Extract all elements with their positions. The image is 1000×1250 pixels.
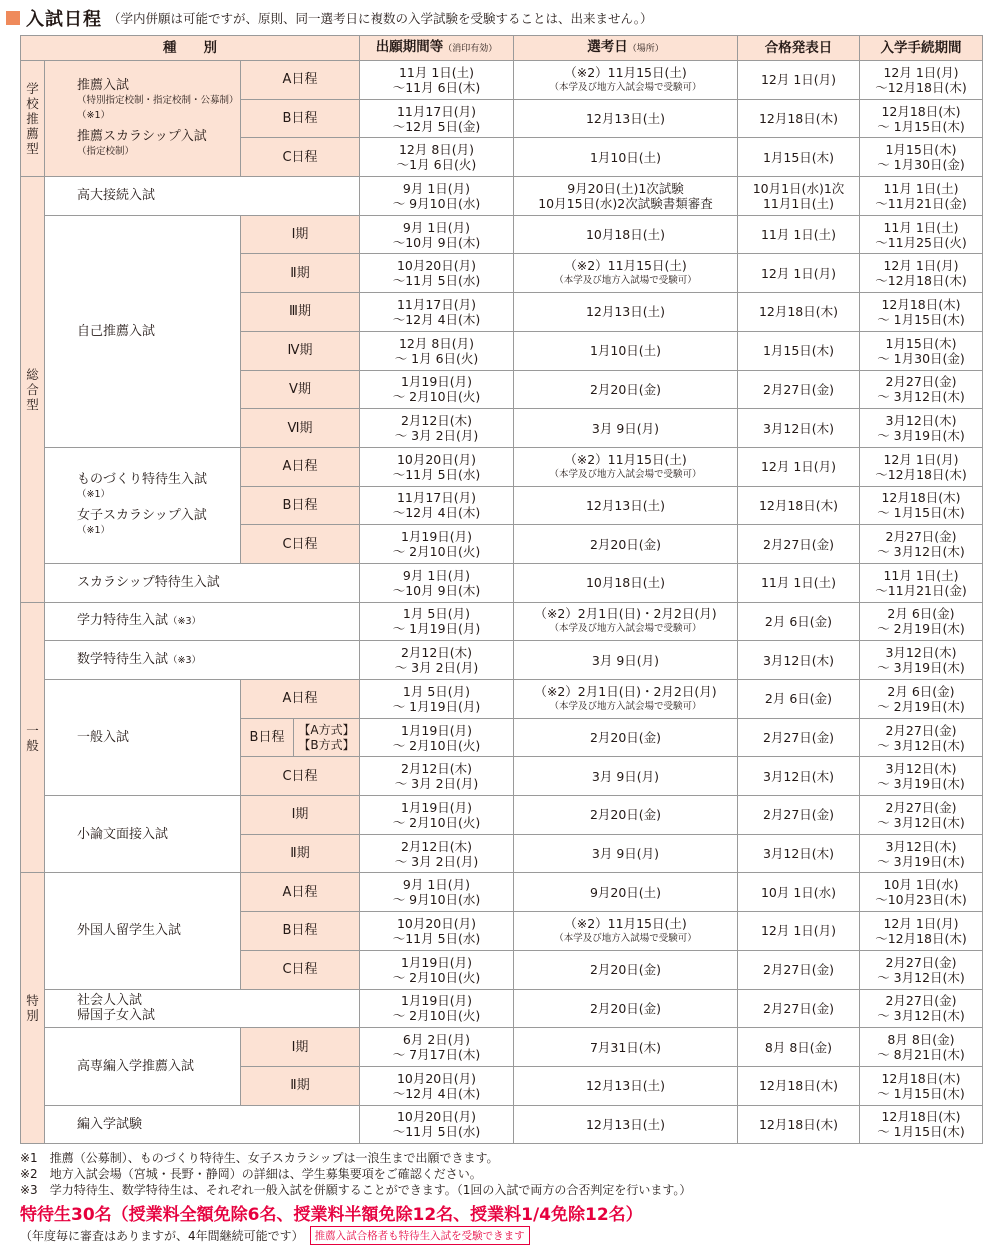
exam-date: 12月13日(土)	[514, 1066, 738, 1105]
schedule-sub: A日程	[241, 873, 360, 912]
apply-period: 1月19日(月) ～ 2月10日(火)	[360, 950, 514, 989]
enroll-period: 2月27日(金) ～ 3月12日(木)	[860, 370, 983, 409]
result-date: 2月27日(金)	[738, 989, 860, 1028]
scholarship-note: （年度毎に審査はありますが、4年間継続可能です）	[20, 1229, 304, 1243]
exam-date: 3月 9日(月)	[514, 757, 738, 796]
result-date: 11月 1日(土)	[738, 563, 860, 602]
schedule-sub: Ⅱ期	[241, 834, 360, 873]
table-row	[21, 989, 983, 1028]
result-date: 12月 1日(月)	[738, 447, 860, 486]
enroll-period: 3月12日(木) ～ 3月19日(木)	[860, 834, 983, 873]
result-date: 2月27日(金)	[738, 370, 860, 409]
enroll-period: 3月12日(木) ～ 3月19日(木)	[860, 641, 983, 680]
col-header-type: 種 別	[21, 36, 360, 61]
table-header-row	[21, 36, 983, 61]
enroll-period: 12月18日(木) ～ 1月15日(木)	[860, 293, 983, 332]
schedule-sub: Ⅱ期	[241, 254, 360, 293]
col-header-enroll: 入学手続期間	[860, 36, 983, 61]
table-row	[21, 680, 983, 719]
result-date: 3月12日(木)	[738, 834, 860, 873]
schedule-sub: C日程	[241, 525, 360, 564]
schedule-method: 【A方式】 【B方式】	[294, 718, 360, 757]
enroll-period: 3月12日(木) ～ 3月19日(木)	[860, 757, 983, 796]
enroll-period: 12月18日(木) ～ 1月15日(木)	[860, 1105, 983, 1144]
table-row	[21, 1105, 983, 1144]
apply-period: 1月19日(月) ～ 2月10日(火)	[360, 796, 514, 835]
enroll-period: 2月27日(金) ～ 3月12日(木)	[860, 796, 983, 835]
table-row	[21, 215, 983, 254]
schedule-sub: B日程	[241, 486, 360, 525]
exam-date: 2月20日(金)	[514, 796, 738, 835]
result-date: 3月12日(木)	[738, 409, 860, 448]
result-date: 2月 6日(金)	[738, 602, 860, 641]
apply-period: 1月 5日(月) ～ 1月19日(月)	[360, 602, 514, 641]
exam-type-cell: 一般入試	[45, 680, 241, 796]
apply-period: 1月19日(月) ～ 2月10日(火)	[360, 525, 514, 564]
exam-date: 3月 9日(月)	[514, 834, 738, 873]
enroll-period: 12月18日(木) ～ 1月15日(木)	[860, 1066, 983, 1105]
result-date: 1月15日(木)	[738, 331, 860, 370]
scholarship-boxed-note: 推薦入試合格者も特待生入試を受験できます	[310, 1226, 530, 1245]
table-row	[21, 796, 983, 835]
schedule-sub: Ⅵ期	[241, 409, 360, 448]
result-date: 12月18日(木)	[738, 1066, 860, 1105]
exam-date: （※2）11月15日(土) （本学及び地方入試会場で受験可）	[514, 447, 738, 486]
schedule-sub: Ⅰ期	[241, 796, 360, 835]
group-school-recommendation: 学校推薦型	[21, 61, 45, 177]
table-row	[21, 873, 983, 912]
schedule-sub: Ⅱ期	[241, 1066, 360, 1105]
table-row	[21, 177, 983, 216]
enroll-period: 1月15日(木) ～ 1月30日(金)	[860, 138, 983, 177]
enroll-period: 3月12日(木) ～ 3月19日(木)	[860, 409, 983, 448]
scholarship-note-row	[20, 1226, 530, 1245]
schedule-sub: B日程	[241, 718, 294, 757]
group-special: 特別	[21, 873, 45, 1144]
enroll-period: 11月 1日(土) ～11月21日(金)	[860, 177, 983, 216]
footnote-3: ※3 学力特待生、数学特待生は、それぞれ一般入試を併願することができます。（1回の入試で両方の合否判定を行います。）	[20, 1183, 692, 1197]
apply-period: 2月12日(木) ～ 3月 2日(月)	[360, 409, 514, 448]
result-date: 12月18日(木)	[738, 99, 860, 138]
apply-period: 1月 5日(月) ～ 1月19日(月)	[360, 680, 514, 719]
exam-date: 1月10日(土)	[514, 331, 738, 370]
exam-type-cell: 外国人留学生入試	[45, 873, 241, 989]
col-header-exam: 選考日（場所）	[514, 36, 738, 61]
enroll-period: 12月18日(木) ～ 1月15日(木)	[860, 486, 983, 525]
schedule-sub: A日程	[241, 61, 360, 100]
result-date: 10月1日(水)1次 11月1日(土)	[738, 177, 860, 216]
exam-date: （※2）11月15日(土) （本学及び地方入試場で受験可）	[514, 912, 738, 951]
exam-type-cell: ものづくり特待生入試 （※1） 女子スカラシップ入試 （※1）	[45, 447, 241, 563]
exam-date: 2月20日(金)	[514, 718, 738, 757]
result-date: 12月 1日(月)	[738, 254, 860, 293]
title-marker-icon	[6, 11, 20, 25]
apply-period: 1月19日(月) ～ 2月10日(火)	[360, 718, 514, 757]
schedule-sub: Ⅰ期	[241, 1028, 360, 1067]
apply-period: 10月20日(月) ～11月 5日(水)	[360, 447, 514, 486]
schedule-sub: Ⅲ期	[241, 293, 360, 332]
enroll-period: 2月27日(金) ～ 3月12日(木)	[860, 950, 983, 989]
exam-type-cell: 社会人入試 帰国子女入試	[45, 989, 360, 1028]
result-date: 2月27日(金)	[738, 718, 860, 757]
exam-date: 12月13日(土)	[514, 1105, 738, 1144]
exam-date: 1月10日(土)	[514, 138, 738, 177]
section-title	[6, 4, 653, 32]
enroll-period: 8月 8日(金) ～ 8月21日(木)	[860, 1028, 983, 1067]
enroll-period: 12月 1日(月) ～12月18日(木)	[860, 254, 983, 293]
col-header-apply: 出願期間等（消印有効）	[360, 36, 514, 61]
group-general: 一般	[21, 602, 45, 873]
apply-period: 10月20日(月) ～11月 5日(水)	[360, 912, 514, 951]
enroll-period: 12月18日(木) ～ 1月15日(木)	[860, 99, 983, 138]
footnote-1: ※1 推薦（公募制）、ものづくり特待生、女子スカラシップは一浪生まで出願できます。	[20, 1151, 499, 1165]
result-date: 2月27日(金)	[738, 796, 860, 835]
exam-date: 2月20日(金)	[514, 370, 738, 409]
apply-period: 10月20日(月) ～12月 4日(木)	[360, 1066, 514, 1105]
table-row	[21, 602, 983, 641]
table-row	[21, 61, 983, 100]
table-row	[21, 641, 983, 680]
table-row	[21, 1028, 983, 1067]
apply-period: 11月17日(月) ～12月 4日(木)	[360, 293, 514, 332]
table-row	[21, 563, 983, 602]
result-date: 12月 1日(月)	[738, 912, 860, 951]
apply-period: 11月17日(月) ～12月 5日(金)	[360, 99, 514, 138]
exam-date: 3月 9日(月)	[514, 409, 738, 448]
result-date: 12月 1日(月)	[738, 61, 860, 100]
apply-period: 10月20日(月) ～11月 5日(水)	[360, 254, 514, 293]
page-title: 入試日程	[26, 9, 102, 30]
enroll-period: 2月 6日(金) ～ 2月19日(木)	[860, 602, 983, 641]
apply-period: 2月12日(木) ～ 3月 2日(月)	[360, 834, 514, 873]
result-date: 3月12日(木)	[738, 641, 860, 680]
group-comprehensive: 総合型	[21, 177, 45, 603]
exam-date: 2月20日(金)	[514, 525, 738, 564]
enroll-period: 1月15日(木) ～ 1月30日(金)	[860, 331, 983, 370]
title-note: （学内併願は可能ですが、原則、同一選考日に複数の入学試験を受験することは、出来ません。）	[108, 11, 653, 26]
result-date: 11月 1日(土)	[738, 215, 860, 254]
enroll-period: 11月 1日(土) ～11月25日(火)	[860, 215, 983, 254]
exam-type-cell: 高大接続入試	[45, 177, 360, 216]
exam-date: 12月13日(土)	[514, 486, 738, 525]
result-date: 2月 6日(金)	[738, 680, 860, 719]
result-date: 12月18日(木)	[738, 486, 860, 525]
schedule-sub: A日程	[241, 680, 360, 719]
result-date: 10月 1日(水)	[738, 873, 860, 912]
apply-period: 1月19日(月) ～ 2月10日(火)	[360, 370, 514, 409]
exam-type-cell: 学力特待生入試（※3）	[45, 602, 360, 641]
schedule-sub: B日程	[241, 912, 360, 951]
exam-date: （※2）11月15日(土) （本学及び地方入試会場で受験可）	[514, 61, 738, 100]
footnotes	[20, 1150, 691, 1198]
exam-date: （※2）11月15日(土) （本学及び地方入試場で受験可）	[514, 254, 738, 293]
result-date: 8月 8日(金)	[738, 1028, 860, 1067]
result-date: 1月15日(木)	[738, 138, 860, 177]
exam-schedule-table	[20, 35, 983, 1144]
exam-type-cell: スカラシップ特待生入試	[45, 563, 360, 602]
apply-period: 6月 2日(月) ～ 7月17日(木)	[360, 1028, 514, 1067]
exam-date: 12月13日(土)	[514, 293, 738, 332]
apply-period: 11月 1日(土) ～11月 6日(木)	[360, 61, 514, 100]
schedule-sub: C日程	[241, 757, 360, 796]
schedule-sub: Ⅴ期	[241, 370, 360, 409]
apply-period: 2月12日(木) ～ 3月 2日(月)	[360, 641, 514, 680]
exam-date: 3月 9日(月)	[514, 641, 738, 680]
exam-date: 2月20日(金)	[514, 989, 738, 1028]
exam-date: 7月31日(木)	[514, 1028, 738, 1067]
exam-date: 9月20日(土)	[514, 873, 738, 912]
enroll-period: 10月 1日(水) ～10月23日(木)	[860, 873, 983, 912]
exam-type-cell: 推薦入試 （特別指定校制・指定校制・公募制）（※1） 推薦スカラシップ入試 （指定校制）	[45, 61, 241, 177]
col-header-result: 合格発表日	[738, 36, 860, 61]
exam-type-cell: 小論文面接入試	[45, 796, 241, 873]
enroll-period: 12月 1日(月) ～12月18日(木)	[860, 61, 983, 100]
schedule-sub: Ⅰ期	[241, 215, 360, 254]
enroll-period: 12月 1日(月) ～12月18日(木)	[860, 447, 983, 486]
apply-period: 11月17日(月) ～12月 4日(木)	[360, 486, 514, 525]
schedule-sub: Ⅳ期	[241, 331, 360, 370]
schedule-sub: A日程	[241, 447, 360, 486]
enroll-period: 2月27日(金) ～ 3月12日(木)	[860, 525, 983, 564]
enroll-period: 2月 6日(金) ～ 2月19日(木)	[860, 680, 983, 719]
apply-period: 9月 1日(月) ～10月 9日(木)	[360, 563, 514, 602]
schedule-sub: C日程	[241, 138, 360, 177]
scholarship-headline: 特待生30名（授業料全額免除6名、授業料半額免除12名、授業料1/4免除12名）	[20, 1205, 643, 1225]
result-date: 2月27日(金)	[738, 525, 860, 564]
result-date: 12月18日(木)	[738, 293, 860, 332]
exam-date: （※2）2月1日(日)・2月2日(月) （本学及び地方入試会場で受験可）	[514, 680, 738, 719]
apply-period: 2月12日(木) ～ 3月 2日(月)	[360, 757, 514, 796]
apply-period: 1月19日(月) ～ 2月10日(火)	[360, 989, 514, 1028]
exam-date: 10月18日(土)	[514, 215, 738, 254]
result-date: 12月18日(木)	[738, 1105, 860, 1144]
exam-date: 12月13日(土)	[514, 99, 738, 138]
exam-type-cell: 数学特待生入試（※3）	[45, 641, 360, 680]
footnote-2: ※2 地方入試会場（宮城・長野・静岡）の詳細は、学生募集要項をご確認ください。	[20, 1167, 482, 1181]
result-date: 3月12日(木)	[738, 757, 860, 796]
apply-period: 12月 8日(月) ～ 1月 6日(火)	[360, 331, 514, 370]
apply-period: 9月 1日(月) ～ 9月10日(水)	[360, 873, 514, 912]
apply-period: 9月 1日(月) ～10月 9日(木)	[360, 215, 514, 254]
result-date: 2月27日(金)	[738, 950, 860, 989]
schedule-sub: C日程	[241, 950, 360, 989]
exam-type-cell: 高専編入学推薦入試	[45, 1028, 241, 1105]
table-row	[21, 447, 983, 486]
exam-date: （※2）2月1日(日)・2月2日(月) （本学及び地方入試会場で受験可）	[514, 602, 738, 641]
exam-date: 2月20日(金)	[514, 950, 738, 989]
enroll-period: 2月27日(金) ～ 3月12日(木)	[860, 989, 983, 1028]
apply-period: 12月 8日(月) ～1月 6日(火)	[360, 138, 514, 177]
exam-type-cell: 編入学試験	[45, 1105, 360, 1144]
exam-date: 9月20日(土)1次試験 10月15日(水)2次試験書類審査	[514, 177, 738, 216]
schedule-sub: B日程	[241, 99, 360, 138]
exam-type-cell: 自己推薦入試	[45, 215, 241, 447]
apply-period: 9月 1日(月) ～ 9月10日(水)	[360, 177, 514, 216]
apply-period: 10月20日(月) ～11月 5日(水)	[360, 1105, 514, 1144]
enroll-period: 11月 1日(土) ～11月21日(金)	[860, 563, 983, 602]
enroll-period: 2月27日(金) ～ 3月12日(木)	[860, 718, 983, 757]
enroll-period: 12月 1日(月) ～12月18日(木)	[860, 912, 983, 951]
exam-date: 10月18日(土)	[514, 563, 738, 602]
